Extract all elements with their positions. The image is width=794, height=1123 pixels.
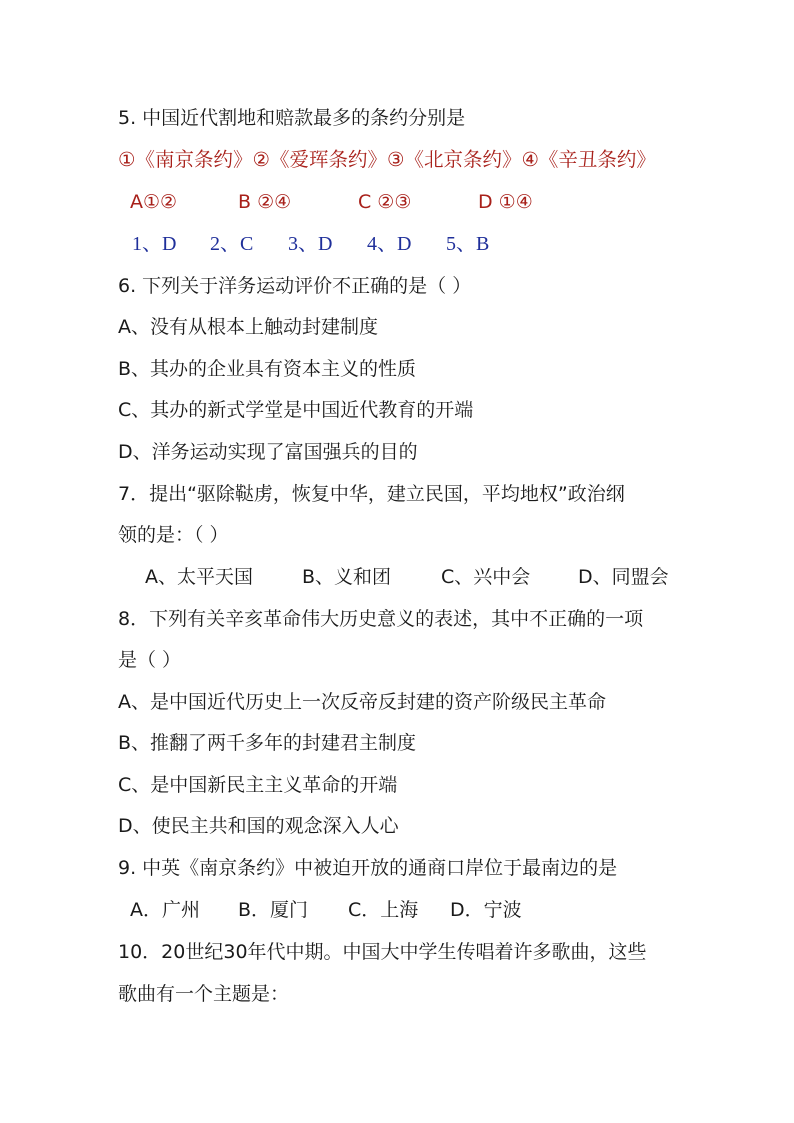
q10-stem-line2: 歌曲有一个主题是： bbox=[118, 983, 290, 1005]
q5-option-b: B ②④ bbox=[238, 191, 292, 213]
q10-stem-line1: 10．20世纪30年代中期。中国大中学生传唱着许多歌曲，这些 bbox=[118, 941, 647, 963]
q8-option-c: C、是中国新民主主义革命的开端 bbox=[118, 774, 398, 796]
q8-option-d: D、使民主共和国的观念深入人心 bbox=[118, 815, 399, 837]
q6-stem: 6. 下列关于洋务运动评价不正确的是（ ） bbox=[118, 275, 472, 297]
q9-option-d: D．宁波 bbox=[450, 899, 522, 921]
q9-stem: 9. 中英《南京条约》中被迫开放的通商口岸位于最南边的是 bbox=[118, 857, 618, 879]
q8-stem-line2: 是（ ） bbox=[118, 649, 182, 671]
q8-option-b: B、推翻了两千多年的封建君主制度 bbox=[118, 732, 417, 754]
q6-option-b: B、其办的企业具有资本主义的性质 bbox=[118, 358, 417, 380]
answer-3: 3、D bbox=[288, 233, 333, 255]
q6-option-c: C、其办的新式学堂是中国近代教育的开端 bbox=[118, 399, 474, 421]
q8-stem-line1: 8．下列有关辛亥革命伟大历史意义的表述，其中不正确的一项 bbox=[118, 608, 644, 630]
q9-option-b: B．厦门 bbox=[238, 899, 309, 921]
answer-4: 4、D bbox=[367, 233, 412, 255]
q8-option-a: A、是中国近代历史上一次反帝反封建的资产阶级民主革命 bbox=[118, 691, 606, 713]
q7-option-d: D、同盟会 bbox=[578, 566, 669, 588]
q5-option-a: A①② bbox=[130, 191, 178, 213]
q5-option-c: C ②③ bbox=[358, 191, 412, 213]
q7-option-b: B、义和团 bbox=[302, 566, 392, 588]
answer-5: 5、B bbox=[446, 233, 490, 255]
q7-stem-line1: 7．提出“驱除鞑虏，恢复中华，建立民国，平均地权”政治纲 bbox=[118, 483, 625, 505]
answer-2: 2、C bbox=[210, 233, 254, 255]
q6-option-d: D、洋务运动实现了富国强兵的目的 bbox=[118, 441, 418, 463]
q7-option-c: C、兴中会 bbox=[441, 566, 531, 588]
q5-option-d: D ①④ bbox=[478, 191, 533, 213]
q5-choices: ①《南京条约》②《爱珲条约》③《北京条约》④《辛丑条约》 bbox=[118, 148, 656, 171]
q5-stem: 5. 中国近代割地和赔款最多的条约分别是 bbox=[118, 107, 466, 129]
q9-option-c: C．上海 bbox=[348, 899, 419, 921]
q7-option-a: A、太平天国 bbox=[145, 566, 253, 588]
q6-option-a: A、没有从根本上触动封建制度 bbox=[118, 316, 378, 338]
q9-option-a: A．广州 bbox=[130, 899, 200, 921]
answer-1: 1、D bbox=[132, 233, 177, 255]
q7-stem-line2: 领的是：（ ） bbox=[118, 524, 229, 546]
